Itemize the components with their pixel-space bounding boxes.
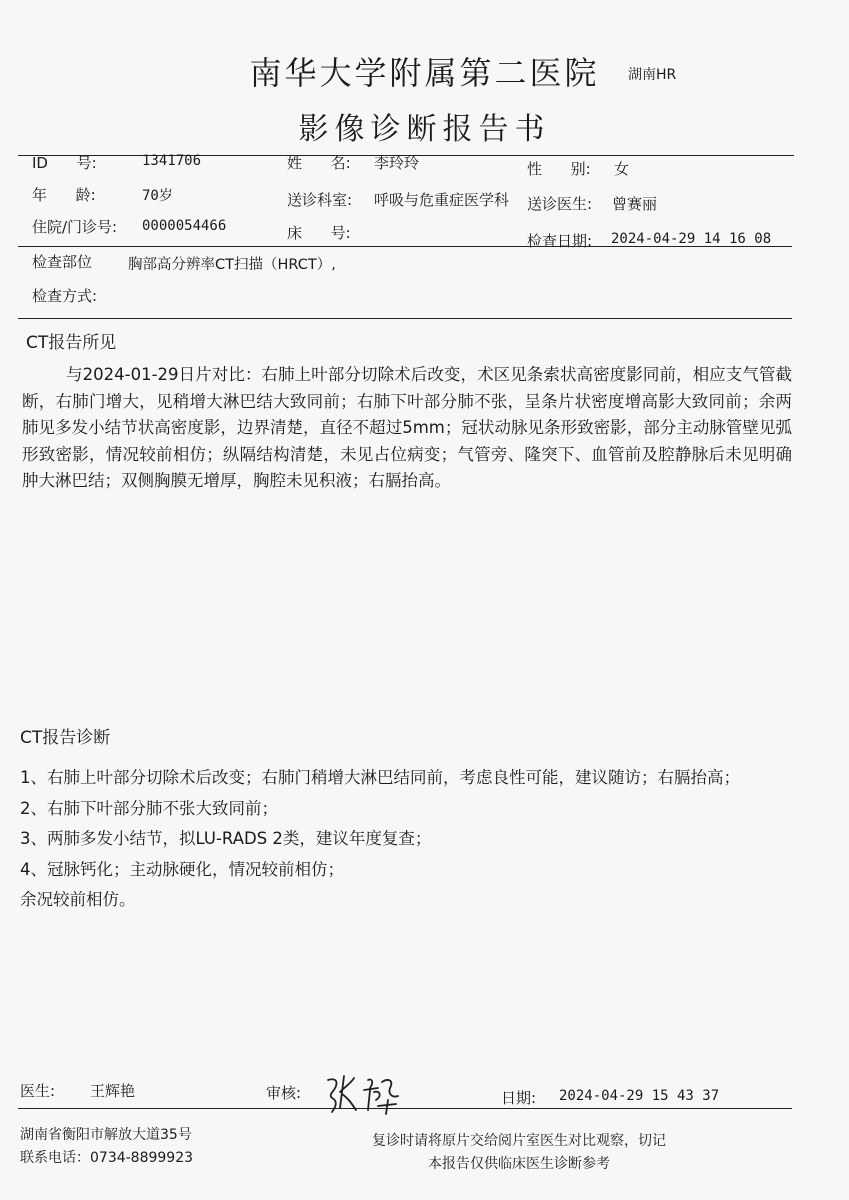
- sex-label: 性 别:: [527, 160, 591, 178]
- report-date-label: 日期:: [501, 1089, 537, 1107]
- name-label: 姓 名:: [287, 154, 351, 172]
- diagnosis-item: 4、冠脉钙化；主动脉硬化，情况较前相仿；: [20, 859, 344, 879]
- sex-value: 女: [614, 160, 630, 178]
- diagnosis-item: 余况较前相仿。: [20, 890, 136, 909]
- exam-part-value: 胸部高分辨率CT扫描（HRCT）,: [128, 257, 336, 273]
- hospital-phone: 联系电话：0734-8899923: [20, 1150, 194, 1166]
- diagnosis-item: 3、两肺多发小结节，拟LU-RADS 2类，建议年度复查；: [20, 829, 432, 848]
- report-title: 影像诊断报告书: [298, 112, 551, 147]
- review-label: 审核:: [266, 1084, 302, 1102]
- info-divider: [18, 246, 792, 247]
- findings-text: [22, 362, 792, 495]
- dept-value: 呼吸与危重症医学科: [374, 191, 510, 209]
- id-value: 1341706: [142, 153, 202, 169]
- corner-tag: 湖南HR: [628, 67, 677, 83]
- exam-date-value: 2024-04-29 14 16 08: [611, 231, 772, 247]
- hospital-name: 南华大学附属第二医院: [249, 54, 600, 92]
- dept-label: 送诊科室:: [287, 191, 353, 209]
- diagnosis-heading: CT报告诊断: [20, 728, 111, 748]
- diagnosis-item: 1、右肺上叶部分切除术后改变；右肺门稍增大淋巴结同前，考虑良性可能，建议随访；右膈抬高；: [20, 768, 740, 787]
- doctor-sign-label: 医生:: [20, 1082, 56, 1100]
- age-value: 70岁: [142, 188, 173, 204]
- review-signature: [318, 1070, 410, 1116]
- inpatient-value: 0000054466: [142, 218, 227, 234]
- doctor-sign-value: 王辉艳: [90, 1082, 136, 1100]
- exam-divider: [18, 318, 792, 319]
- diagnosis-item: 2、右肺下叶部分肺不张大致同前；: [20, 798, 278, 818]
- report-date-value: 2024-04-29 15 43 37: [559, 1088, 720, 1104]
- exam-method-label: 检查方式:: [32, 287, 98, 305]
- inpatient-label: 住院/门诊号:: [32, 218, 118, 236]
- footer-note-2: 本报告仅供临床医生诊断参考: [428, 1156, 610, 1172]
- doctor-value: 曾赛丽: [612, 195, 658, 213]
- doctor-label: 送诊医生:: [527, 195, 593, 213]
- exam-date-label: 检查日期:: [527, 232, 593, 250]
- findings-body: 与2024-01-29日片对比：右肺上叶部分切除术后改变，术区见条索状高密度影同前，相应支气管截断，右肺门增大，见稍增大淋巴结大致同前；右肺下叶部分肺不张，呈条片状密度增高影大致同前；余两肺见多发小结节状高密度影，边界清楚，直径不超过5mm；冠状动脉见条形致密影，部分主动脉管壁见弧形致密影，情况较前相仿；纵隔结构清楚，未见占位病变；气管旁、隆突下、血管前及腔静脉后未见明确肿大淋巴结；双侧胸膜无增厚，胸腔未见积液；右膈抬高。: [22, 365, 792, 490]
- exam-part-label: 检查部位: [32, 253, 93, 271]
- name-value: 李玲玲: [374, 154, 420, 172]
- findings-heading: CT报告所见: [26, 333, 117, 353]
- age-label: 年 龄:: [32, 186, 96, 204]
- hospital-address: 湖南省衡阳市解放大道35号: [20, 1127, 192, 1143]
- bed-label: 床 号:: [287, 224, 351, 242]
- id-label: ID 号:: [32, 154, 97, 172]
- footer-note-1: 复诊时请将原片交给阅片室医生对比观察，切记: [372, 1133, 666, 1149]
- footer-divider: [18, 1108, 792, 1109]
- diagnosis-list: [20, 763, 790, 916]
